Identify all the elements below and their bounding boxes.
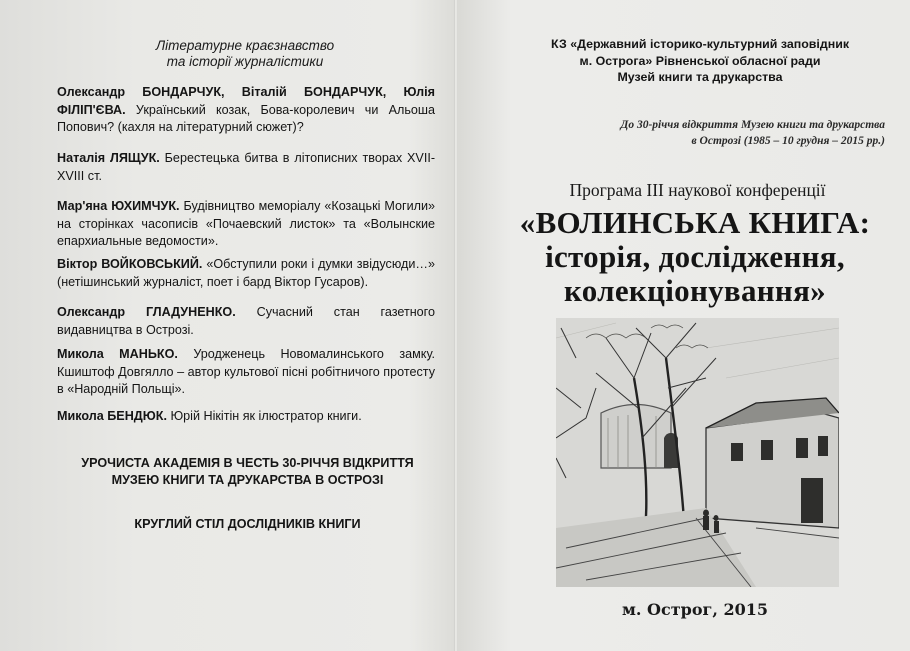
academy-heading — [50, 455, 445, 489]
anniversary-note — [540, 117, 885, 149]
institution-header — [515, 36, 885, 86]
section-title-line2: та історії журналістики — [166, 54, 324, 69]
place-year: м. Острог, 2015 — [622, 600, 768, 619]
entry-title: Юрій Нікітін як ілюстратор книги. — [170, 409, 362, 423]
anniversary-line2: в Острозі (1985 – 10 грудня – 2015 рр.) — [691, 135, 885, 147]
program-entry — [57, 198, 435, 251]
program-entry — [57, 150, 435, 185]
academy-line2: МУЗЕЮ КНИГИ ТА ДРУКАРСТВА В ОСТРОЗІ — [111, 473, 384, 487]
program-entry — [57, 304, 435, 339]
entry-authors: Олександр БОНДАРЧУК, Віталій БОНДАРЧУК, Юлія ФІЛІП'ЄВА. — [57, 85, 435, 117]
conference-title-line2: історія, дослідження, — [545, 239, 845, 274]
entry-title: Берестецька битва в літописних творах XVII-XVIII ст. — [57, 151, 436, 183]
entry-title: Уродженець Новомалинського замку. Кшиштоф Довгялло – автор культової пісні робітничого протесту в «Народній Польщі». — [57, 347, 435, 396]
program-entry — [57, 256, 435, 291]
section-title-line1: Літературне краєзнавство — [155, 38, 335, 53]
program-entry — [57, 408, 435, 426]
program-entry — [57, 84, 435, 137]
section-title — [120, 38, 370, 70]
institution-line3: Музей книги та друкарства — [617, 70, 783, 84]
anniversary-line1: До 30-річчя відкриття Музею книги та друкарства — [620, 119, 885, 131]
conference-title-line1: «ВОЛИНСЬКА КНИГА: — [519, 205, 871, 240]
institution-line1: КЗ «Державний історико-культурний заповідник — [550, 37, 850, 51]
entry-title: Будівництво меморіалу «Козацькі Могили» на сторінках часописів «Почаевский листок» та «Волынские епархиальные ведомости». — [57, 199, 435, 248]
entry-authors: Микола БЕНДЮК. — [57, 409, 167, 423]
entry-authors: Микола МАНЬКО. — [57, 347, 178, 361]
program-line: Програма III наукової конференції — [569, 180, 826, 200]
entry-authors: Наталія ЛЯЩУК. — [57, 151, 160, 165]
academy-line1: УРОЧИСТА АКАДЕМІЯ В ЧЕСТЬ 30-РІЧЧЯ ВІДКРИТТЯ — [81, 456, 414, 470]
entry-authors: Олександр ГЛАДУНЕНКО. — [57, 305, 236, 319]
entry-title: Український козак, Бова-королевич чи Альоша Попович? (кахля на літературний сюжет)? — [57, 102, 436, 134]
entry-title: «Обступили роки і думки звідусюди…» (нетішинський журналіст, поет і бард Віктор Гусаров). — [57, 257, 435, 289]
entry-authors: Мар'яна ЮХИМЧУК. — [57, 199, 180, 213]
program-entry — [57, 346, 435, 399]
ostroh-sketch-illustration — [556, 318, 839, 587]
conference-title-line3: колекціонування» — [564, 273, 826, 308]
round-table-heading: КРУГЛИЙ СТІЛ ДОСЛІДНИКІВ КНИГИ — [134, 517, 361, 531]
sketch-drawing — [556, 318, 839, 587]
institution-line2: м. Острога» Рівненської обласної ради — [579, 53, 821, 68]
entry-authors: Віктор ВОЙКОВСЬКИЙ. — [57, 257, 203, 271]
entry-title: Сучасний стан газетного видавництва в Острозі. — [57, 305, 435, 337]
